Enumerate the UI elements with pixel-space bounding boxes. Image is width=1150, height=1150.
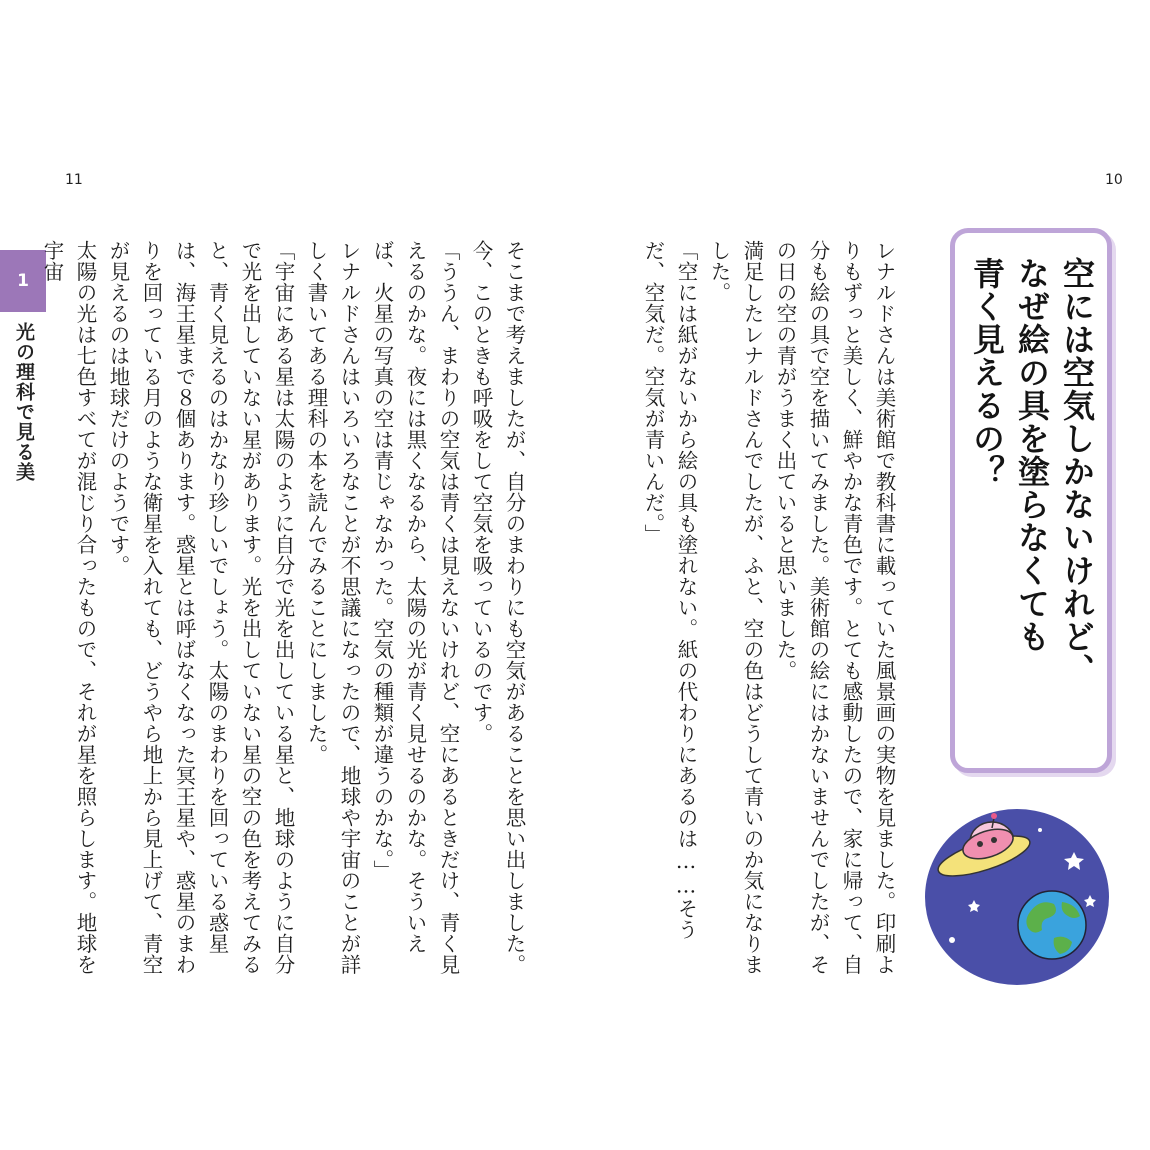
star-icon (949, 937, 955, 943)
left-paragraph-1: そこまで考えましたが、自分のまわりにも空気があることを思い出しました。今、このときも呼吸をして空気を吸っているのです。 (469, 240, 526, 975)
left-paragraph-3: レナルドさんはいろいろなことが不思議になったので、地球や宇宙のことが詳しく書いてある理科の本を読んでみることにしました。 (304, 240, 361, 975)
right-paragraph-3: 「空には紙がないから絵の具も塗れない。紙の代わりにあるのは……そうだ、空気だ。空気が青いんだ。」 (641, 240, 698, 940)
section-title-box (950, 228, 1112, 773)
left-paragraph-2: 「ううん、まわりの空気は青くは見えないけれど、空にあるときだけ、青く見えるのかな。夜には黒くなるから、太陽の光が青く見せるのかな。そういえば、火星の写真の空は青じゃなかった。空気の種類が違うのかな。」 (370, 240, 460, 975)
section-title (964, 257, 1099, 757)
star-icon (1038, 828, 1042, 832)
chapter-title: 光の理科で見る美 (13, 322, 35, 482)
title-line-1: 空には空気しかないけれど、 (1058, 257, 1096, 686)
left-paragraph-5: 太陽の光は七色すべてが混じり合ったもので、それが星を照らします。地球を宇宙 (40, 240, 97, 975)
left-page-number: 11 (65, 172, 83, 188)
left-paragraph-4: 「宇宙にある星は太陽のように自分で光を出している星と、地球のように自分で光を出していない星があります。光を出していない星の空の色を考えてみると、青く見えるのはかなり珍しいでしょう。太陽のまわりを回っている惑星は、海王星まで８個あります。惑星とは呼ばなくなった冥王星や、惑星のまわりを回っている月のような衛星を入れても、どうやら地上から見上げて、青空が見えるのは地球だけのようです。 (106, 240, 295, 975)
title-line-3: 青く見えるの？ (968, 257, 1006, 488)
ufo-earth-illustration (922, 800, 1112, 990)
chapter-number: 1 (17, 271, 29, 291)
earth-icon (1018, 891, 1086, 959)
left-page-body (40, 240, 530, 980)
right-paragraph-2: 満足したレナルドさんでしたが、ふと、空の色はどうして青いのか気になりました。 (707, 240, 764, 975)
title-line-2: なぜ絵の具を塗らなくても (1013, 257, 1051, 653)
right-page-number: 10 (1105, 172, 1123, 188)
right-paragraph-1: レナルドさんは美術館で教科書に載っていた風景画の実物を見ました。印刷よりもずっと美しく、鮮やかな青色です。とても感動したので、家に帰って、自分も絵の具で空を描いてみました。美術館の絵にはかないませんでしたが、その日の空の青がうまく出ていると思いました。 (773, 240, 896, 975)
right-page-body (641, 240, 900, 980)
